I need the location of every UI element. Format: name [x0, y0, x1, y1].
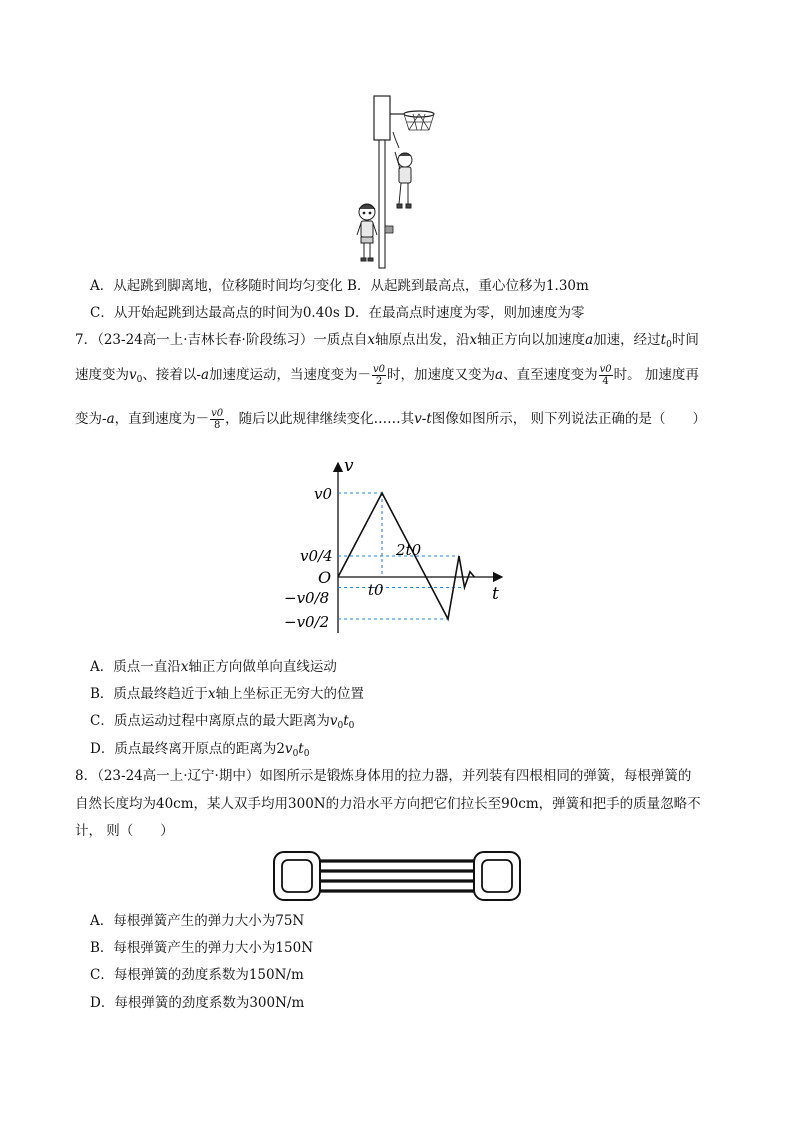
fraction-v0-2: $\frac{v0}{2}$: [373, 364, 386, 387]
tick-neg-v0-8: −v0/8: [284, 589, 330, 607]
q6-option-c[interactable]: C．从开始起跳到达最高点的时间为0.40s: [90, 305, 340, 321]
q8-stem-line1: 8．（23-24高一上·辽宁·期中）如图所示是锻炼身体用的拉力器，并列装有四根相同的弹簧，每根弹簧的: [75, 768, 692, 784]
q6-options-ab: [90, 276, 589, 296]
springs: [320, 861, 474, 891]
q7-option-a[interactable]: A．质点一直沿x轴正方向做单向直线运动: [90, 659, 337, 675]
tick-2t0: 2t0: [396, 541, 422, 559]
tick-v0-4: v0/4: [300, 547, 333, 565]
t-axis-label: t: [492, 584, 499, 604]
tick-t0: t0: [368, 581, 384, 599]
q7-stem-line3: 变为-a，直到速度为－ $\frac{v0}{8}$ ，随后以此规律继续变化……其v-t图像如图所示， 则下列说法正确的是（ ）: [75, 408, 707, 431]
q7-option-b[interactable]: B．质点最终趋近于x轴上坐标正无穷大的位置: [90, 686, 365, 702]
q6-option-d[interactable]: D．在最高点时速度为零，则加速度为零: [344, 305, 585, 321]
basketball-figure: [355, 92, 445, 270]
fraction-v0-4: $\frac{v0}{4}$: [599, 364, 612, 387]
tick-neg-v0-2: −v0/2: [284, 613, 330, 631]
q6-option-b[interactable]: B．从起跳到最高点，重心位移为1.30m: [347, 278, 589, 294]
v-axis-label: v: [344, 456, 354, 476]
pole: [379, 140, 385, 268]
q8-option-a[interactable]: A．每根弹簧产生的弹力大小为75N: [90, 913, 305, 929]
q8-option-d[interactable]: D．每根弹簧的劲度系数为300N/m: [90, 995, 305, 1011]
backboard: [374, 96, 390, 140]
origin-label: O: [318, 568, 332, 587]
q6-options-cd: [90, 303, 584, 323]
jumping-boy: [393, 132, 412, 208]
q7-option-d[interactable]: D．质点最终离开原点的距离为$2v_0t_0$: [90, 741, 310, 759]
tick-v0: v0: [314, 485, 333, 503]
fraction-v0-8: $\frac{v0}{8}$: [211, 408, 224, 431]
q8-option-c[interactable]: C．每根弹簧的劲度系数为150N/m: [90, 967, 304, 983]
standing-boy: [357, 204, 377, 261]
q7-option-c[interactable]: C．质点运动过程中离原点的最大距离为$v_0t_0$: [90, 713, 355, 731]
q8-stem-line2: 自然长度均为40cm，某人双手均用300N的力沿水平方向把它们拉长至90cm，弹簧和把手的质量忽略不: [75, 796, 701, 812]
q6-option-a[interactable]: A．从起跳到脚离地，位移随时间均匀变化: [90, 278, 343, 294]
q7-stem-line2: 速度变为$v_0$、接着以-a加速度运动，当速度变为－ $\frac{v0}{2}$ 时，加速度又变为a、直至速度变为 $\frac{v0}{4}$ 时。 加速度再: [75, 364, 699, 387]
q8-option-b[interactable]: B．每根弹簧产生的弹力大小为150N: [90, 940, 314, 956]
vt-graph: [280, 455, 515, 655]
q8-stem-line3: 计， 则（ ）: [75, 823, 174, 839]
chest-expander-figure: [272, 850, 522, 902]
q7-stem-line1: 7．（23-24高一上·吉林长春·阶段练习）一质点自x轴原点出发，沿x轴正方向以加速度a加速，经过$t_0$时间: [75, 332, 699, 350]
